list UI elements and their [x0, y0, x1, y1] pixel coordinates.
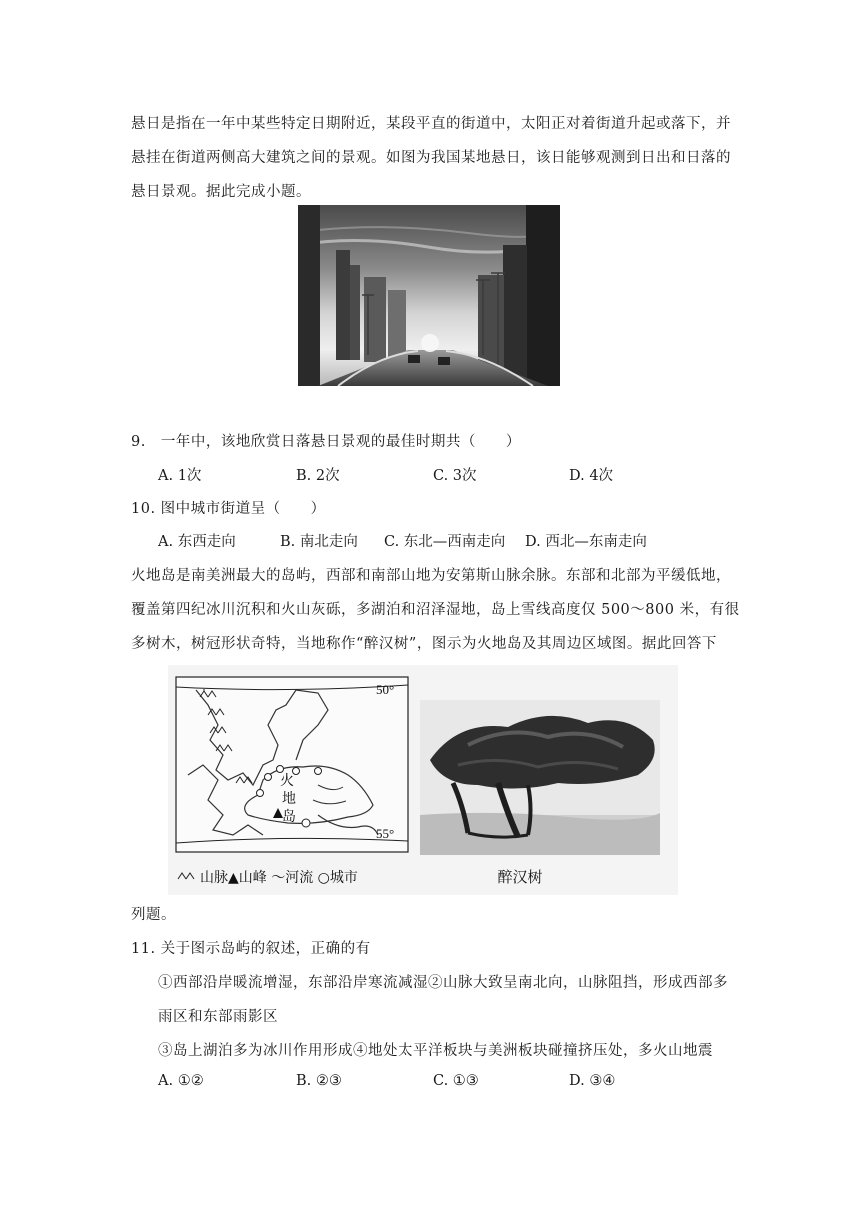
island-label-3: 岛	[282, 809, 296, 825]
tree-caption: 醉汉树	[497, 868, 543, 886]
intro2-line4: 列题。	[131, 907, 176, 923]
intro2-line3: 多树木，树冠形状奇特，当地称作“醉汉树”，图示为火地岛及其周边区域图。据此回答下	[131, 636, 717, 652]
q11-option-a[interactable]: A. ①②	[158, 1073, 204, 1089]
q11-option-c[interactable]: C. ①③	[433, 1073, 479, 1089]
intro1-line2: 悬挂在街道两侧高大建筑之间的景观。如图为我国某地悬日，该日能够观测到日出和日落的	[131, 150, 731, 166]
q9-option-d[interactable]: D. 4次	[569, 468, 614, 484]
intro1-line3: 悬日景观。据此完成小题。	[131, 184, 311, 200]
map-legend: 山脉▲山峰 ～河流 ○城市	[200, 870, 358, 886]
q9-stem: 9. 一年中，该地欣赏日落悬日景观的最佳时期共（ ）	[131, 434, 521, 450]
q10-option-b[interactable]: B. 南北走向	[280, 534, 358, 550]
q9-option-c[interactable]: C. 3次	[433, 468, 477, 484]
q10-option-c[interactable]: C. 东北—西南走向	[384, 534, 506, 550]
q9-option-a[interactable]: A. 1次	[158, 468, 202, 484]
q11-option-d[interactable]: D. ③④	[569, 1073, 616, 1089]
q9-option-b[interactable]: B. 2次	[296, 468, 340, 484]
tierra-del-fuego-map	[168, 665, 678, 895]
island-label-2: 地	[282, 791, 296, 807]
q11-statement-3: ③岛上湖泊多为冰川作用形成④地处太平洋板块与美洲板块碰撞挤压处，多火山地震	[158, 1043, 713, 1059]
intro1-line1: 悬日是指在一年中某些特定日期附近，某段平直的街道中，太阳正对着街道升起或落下，并	[131, 116, 731, 132]
figure-panel	[168, 665, 678, 895]
q10-stem: 10. 图中城市街道呈（ ）	[131, 501, 326, 517]
q11-statement-2: 雨区和东部雨影区	[158, 1009, 278, 1025]
q11-stem: 11. 关于图示岛屿的叙述，正确的有	[131, 941, 371, 957]
suspended-sun-photo	[298, 205, 560, 386]
lat-50-label: 50°	[376, 682, 395, 697]
q10-option-a[interactable]: A. 东西走向	[158, 534, 236, 550]
drunk-tree-photo	[420, 700, 660, 855]
intro2-line2: 覆盖第四纪冰川沉积和火山灰砾，多湖泊和沼泽湿地，岛上雪线高度仅 500～800 米，有很	[131, 602, 740, 618]
q11-option-b[interactable]: B. ②③	[296, 1073, 342, 1089]
intro2-line1: 火地岛是南美洲最大的岛屿，西部和南部山地为安第斯山脉余脉。东部和北部为平缓低地，	[131, 568, 731, 584]
q11-statement-1: ①西部沿岸暖流增湿，东部沿岸寒流减湿②山脉大致呈南北向，山脉阻挡，形成西部多	[158, 975, 728, 991]
q10-option-d[interactable]: D. 西北—东南走向	[525, 534, 647, 550]
island-label-1: 火	[280, 773, 294, 789]
lat-55-label: 55°	[376, 826, 395, 841]
